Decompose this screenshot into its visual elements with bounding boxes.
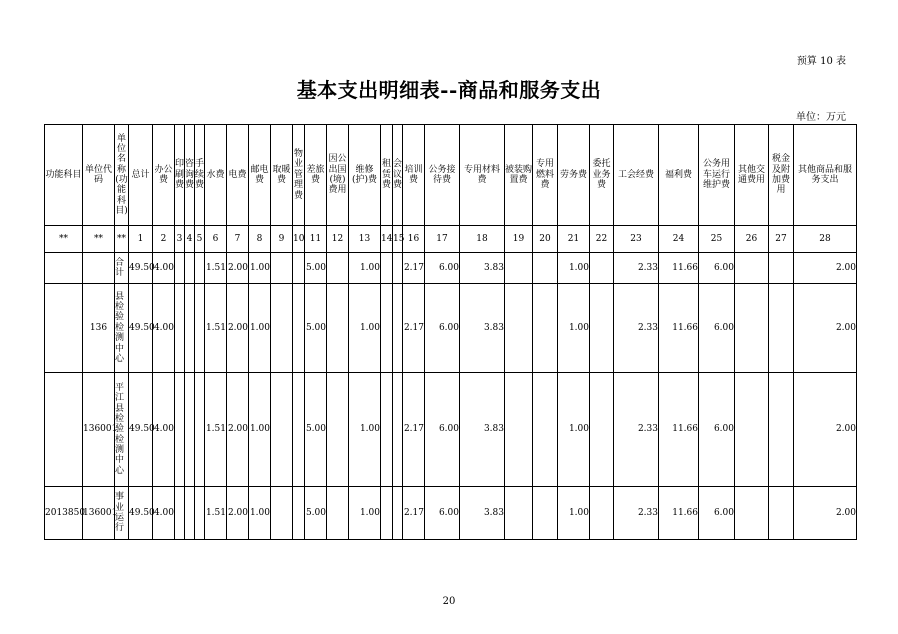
budget-table [44, 124, 857, 540]
amount-cell [327, 253, 349, 284]
amount-cell [735, 253, 769, 284]
amount-cell [393, 487, 403, 540]
amount-cell: 1.00 [249, 284, 271, 373]
amount-cell: 1.00 [558, 487, 590, 540]
amount-cell [293, 373, 305, 487]
column-header: 维修(护)费 [349, 125, 381, 226]
amount-cell: 2.17 [403, 253, 425, 284]
column-code: 11 [305, 226, 327, 253]
amount-cell [185, 284, 195, 373]
amount-cell: 6.00 [425, 487, 460, 540]
amount-cell [533, 373, 558, 487]
amount-cell [590, 487, 614, 540]
amount-cell [271, 487, 293, 540]
amount-cell: 2.00 [794, 373, 857, 487]
amount-cell [293, 487, 305, 540]
amount-cell [533, 253, 558, 284]
amount-cell: 2.17 [403, 373, 425, 487]
amount-cell: 1.00 [349, 487, 381, 540]
amount-cell [195, 284, 205, 373]
column-code: 24 [659, 226, 699, 253]
amount-cell [590, 284, 614, 373]
amount-cell: 1.00 [249, 487, 271, 540]
amount-cell: 11.66 [659, 373, 699, 487]
column-header: 咨询费 [185, 125, 195, 226]
column-code: 8 [249, 226, 271, 253]
amount-cell: 6.00 [699, 253, 735, 284]
amount-cell [393, 253, 403, 284]
amount-cell: 6.00 [425, 253, 460, 284]
amount-cell: 1.00 [249, 253, 271, 284]
column-header: 电费 [227, 125, 249, 226]
amount-cell: 4.00 [153, 487, 175, 540]
column-code: 4 [185, 226, 195, 253]
amount-cell [533, 284, 558, 373]
amount-cell: 2.00 [227, 284, 249, 373]
amount-cell [293, 284, 305, 373]
amount-cell: 2.00 [227, 253, 249, 284]
amount-cell: 49.50 [129, 253, 153, 284]
column-header: 单位名称(功能科目) [115, 125, 129, 226]
amount-cell: 5.00 [305, 487, 327, 540]
column-header: 水费 [205, 125, 227, 226]
amount-cell [393, 373, 403, 487]
column-header: 委托业务费 [590, 125, 614, 226]
amount-cell [381, 487, 393, 540]
amount-cell [381, 253, 393, 284]
function-code-cell [45, 373, 83, 487]
amount-cell [175, 373, 185, 487]
column-header: 单位代码 [83, 125, 115, 226]
amount-cell: 2.00 [227, 373, 249, 487]
amount-cell [271, 284, 293, 373]
column-code: 26 [735, 226, 769, 253]
column-header: 手续费 [195, 125, 205, 226]
unit-code-cell [83, 253, 115, 284]
amount-cell: 3.83 [460, 253, 505, 284]
amount-cell [185, 487, 195, 540]
column-code: 9 [271, 226, 293, 253]
amount-cell: 11.66 [659, 487, 699, 540]
amount-cell: 3.83 [460, 373, 505, 487]
amount-cell: 2.33 [614, 284, 659, 373]
unit-name-cell: 事业运行 [115, 487, 129, 540]
column-code: 23 [614, 226, 659, 253]
column-header: 会议费 [393, 125, 403, 226]
amount-cell: 2.00 [794, 284, 857, 373]
column-header: 税金及附加费用 [769, 125, 794, 226]
amount-cell [185, 253, 195, 284]
table-row [45, 373, 857, 487]
column-code: 12 [327, 226, 349, 253]
amount-cell: 49.50 [129, 373, 153, 487]
column-code: 1 [129, 226, 153, 253]
amount-cell: 6.00 [425, 284, 460, 373]
column-code: 25 [699, 226, 735, 253]
function-code-cell: 2013850 [45, 487, 83, 540]
column-code: ** [115, 226, 129, 253]
amount-cell [175, 487, 185, 540]
amount-cell: 2.33 [614, 253, 659, 284]
column-code: 6 [205, 226, 227, 253]
amount-cell: 3.83 [460, 284, 505, 373]
amount-cell: 4.00 [153, 373, 175, 487]
column-header: 因公出国(境)费用 [327, 125, 349, 226]
column-header: 劳务费 [558, 125, 590, 226]
page-number: 20 [442, 596, 456, 607]
unit-code-cell: 136001 [83, 373, 115, 487]
amount-cell: 2.00 [794, 487, 857, 540]
column-header: 差旅费 [305, 125, 327, 226]
unit-code-cell: 136 [83, 284, 115, 373]
amount-cell [735, 284, 769, 373]
unit-code-cell: 136001 [83, 487, 115, 540]
function-code-cell [45, 253, 83, 284]
table-row [45, 284, 857, 373]
column-code: 14 [381, 226, 393, 253]
amount-cell [175, 253, 185, 284]
amount-cell: 2.00 [227, 487, 249, 540]
amount-cell [505, 373, 533, 487]
column-code: 16 [403, 226, 425, 253]
amount-cell [327, 487, 349, 540]
column-code: 27 [769, 226, 794, 253]
amount-cell: 1.51 [205, 253, 227, 284]
column-header: 公务接待费 [425, 125, 460, 226]
amount-cell [769, 373, 794, 487]
column-code: 18 [460, 226, 505, 253]
amount-cell [590, 253, 614, 284]
column-header: 其他交通费用 [735, 125, 769, 226]
amount-cell [381, 284, 393, 373]
column-code: 19 [505, 226, 533, 253]
column-code: 13 [349, 226, 381, 253]
amount-cell: 4.00 [153, 253, 175, 284]
amount-cell [195, 253, 205, 284]
unit-name-cell: 县检验检测中心 [115, 284, 129, 373]
amount-cell: 2.33 [614, 487, 659, 540]
table-row [45, 487, 857, 540]
amount-cell: 6.00 [699, 373, 735, 487]
amount-cell [769, 253, 794, 284]
column-header: 公务用车运行维护费 [699, 125, 735, 226]
function-code-cell [45, 284, 83, 373]
amount-cell: 5.00 [305, 373, 327, 487]
amount-cell [735, 487, 769, 540]
amount-cell [195, 373, 205, 487]
column-header: 印刷费 [175, 125, 185, 226]
amount-cell: 5.00 [305, 284, 327, 373]
column-code: 21 [558, 226, 590, 253]
amount-cell [185, 373, 195, 487]
column-header: 福利费 [659, 125, 699, 226]
unit-name-cell: 平江县检验检测中心 [115, 373, 129, 487]
column-header: 取暖费 [271, 125, 293, 226]
amount-cell: 6.00 [699, 487, 735, 540]
amount-cell: 11.66 [659, 253, 699, 284]
column-header: 租赁费 [381, 125, 393, 226]
amount-cell: 1.00 [349, 253, 381, 284]
column-header: 工会经费 [614, 125, 659, 226]
amount-cell: 1.00 [558, 373, 590, 487]
amount-cell: 49.50 [129, 487, 153, 540]
amount-cell: 1.00 [349, 284, 381, 373]
column-header: 被装购置费 [505, 125, 533, 226]
column-header: 培训费 [403, 125, 425, 226]
column-header: 物业管理费 [293, 125, 305, 226]
column-code: ** [45, 226, 83, 253]
column-code: 22 [590, 226, 614, 253]
amount-cell [327, 284, 349, 373]
column-code: 5 [195, 226, 205, 253]
amount-cell [175, 284, 185, 373]
amount-cell: 1.51 [205, 284, 227, 373]
column-code: 20 [533, 226, 558, 253]
amount-cell [769, 284, 794, 373]
amount-cell: 5.00 [305, 253, 327, 284]
column-code: 10 [293, 226, 305, 253]
amount-cell [271, 373, 293, 487]
unit-label: 单位：万元 [796, 112, 846, 123]
column-code: 28 [794, 226, 857, 253]
column-code: ** [83, 226, 115, 253]
amount-cell: 1.00 [558, 284, 590, 373]
amount-cell [735, 373, 769, 487]
amount-cell: 2.33 [614, 373, 659, 487]
column-code: 3 [175, 226, 185, 253]
amount-cell [293, 253, 305, 284]
column-header: 专用材料费 [460, 125, 505, 226]
amount-cell [195, 487, 205, 540]
amount-cell: 6.00 [425, 373, 460, 487]
amount-cell [393, 284, 403, 373]
amount-cell: 2.17 [403, 284, 425, 373]
column-code: 2 [153, 226, 175, 253]
page-title: 基本支出明细表--商品和服务支出 [296, 78, 602, 102]
column-header: 办公费 [153, 125, 175, 226]
amount-cell [769, 487, 794, 540]
table-row [45, 253, 857, 284]
amount-cell: 6.00 [699, 284, 735, 373]
column-code: 17 [425, 226, 460, 253]
column-header: 功能科目 [45, 125, 83, 226]
column-code: 7 [227, 226, 249, 253]
amount-cell [271, 253, 293, 284]
amount-cell [381, 373, 393, 487]
header-row [45, 125, 857, 226]
amount-cell: 1.00 [249, 373, 271, 487]
code-row [45, 226, 857, 253]
amount-cell [327, 373, 349, 487]
column-header: 其他商品和服务支出 [794, 125, 857, 226]
amount-cell: 49.50 [129, 284, 153, 373]
amount-cell: 1.51 [205, 487, 227, 540]
amount-cell: 1.00 [558, 253, 590, 284]
amount-cell [505, 284, 533, 373]
column-code: 15 [393, 226, 403, 253]
amount-cell: 3.83 [460, 487, 505, 540]
column-header: 总计 [129, 125, 153, 226]
column-header: 专用燃料费 [533, 125, 558, 226]
form-number: 预算 10 表 [796, 56, 846, 67]
amount-cell [505, 253, 533, 284]
amount-cell [590, 373, 614, 487]
amount-cell: 1.00 [349, 373, 381, 487]
amount-cell [505, 487, 533, 540]
amount-cell: 1.51 [205, 373, 227, 487]
amount-cell: 2.00 [794, 253, 857, 284]
amount-cell: 4.00 [153, 284, 175, 373]
amount-cell: 2.17 [403, 487, 425, 540]
column-header: 邮电费 [249, 125, 271, 226]
unit-name-cell: 合计 [115, 253, 129, 284]
amount-cell [533, 487, 558, 540]
amount-cell: 11.66 [659, 284, 699, 373]
